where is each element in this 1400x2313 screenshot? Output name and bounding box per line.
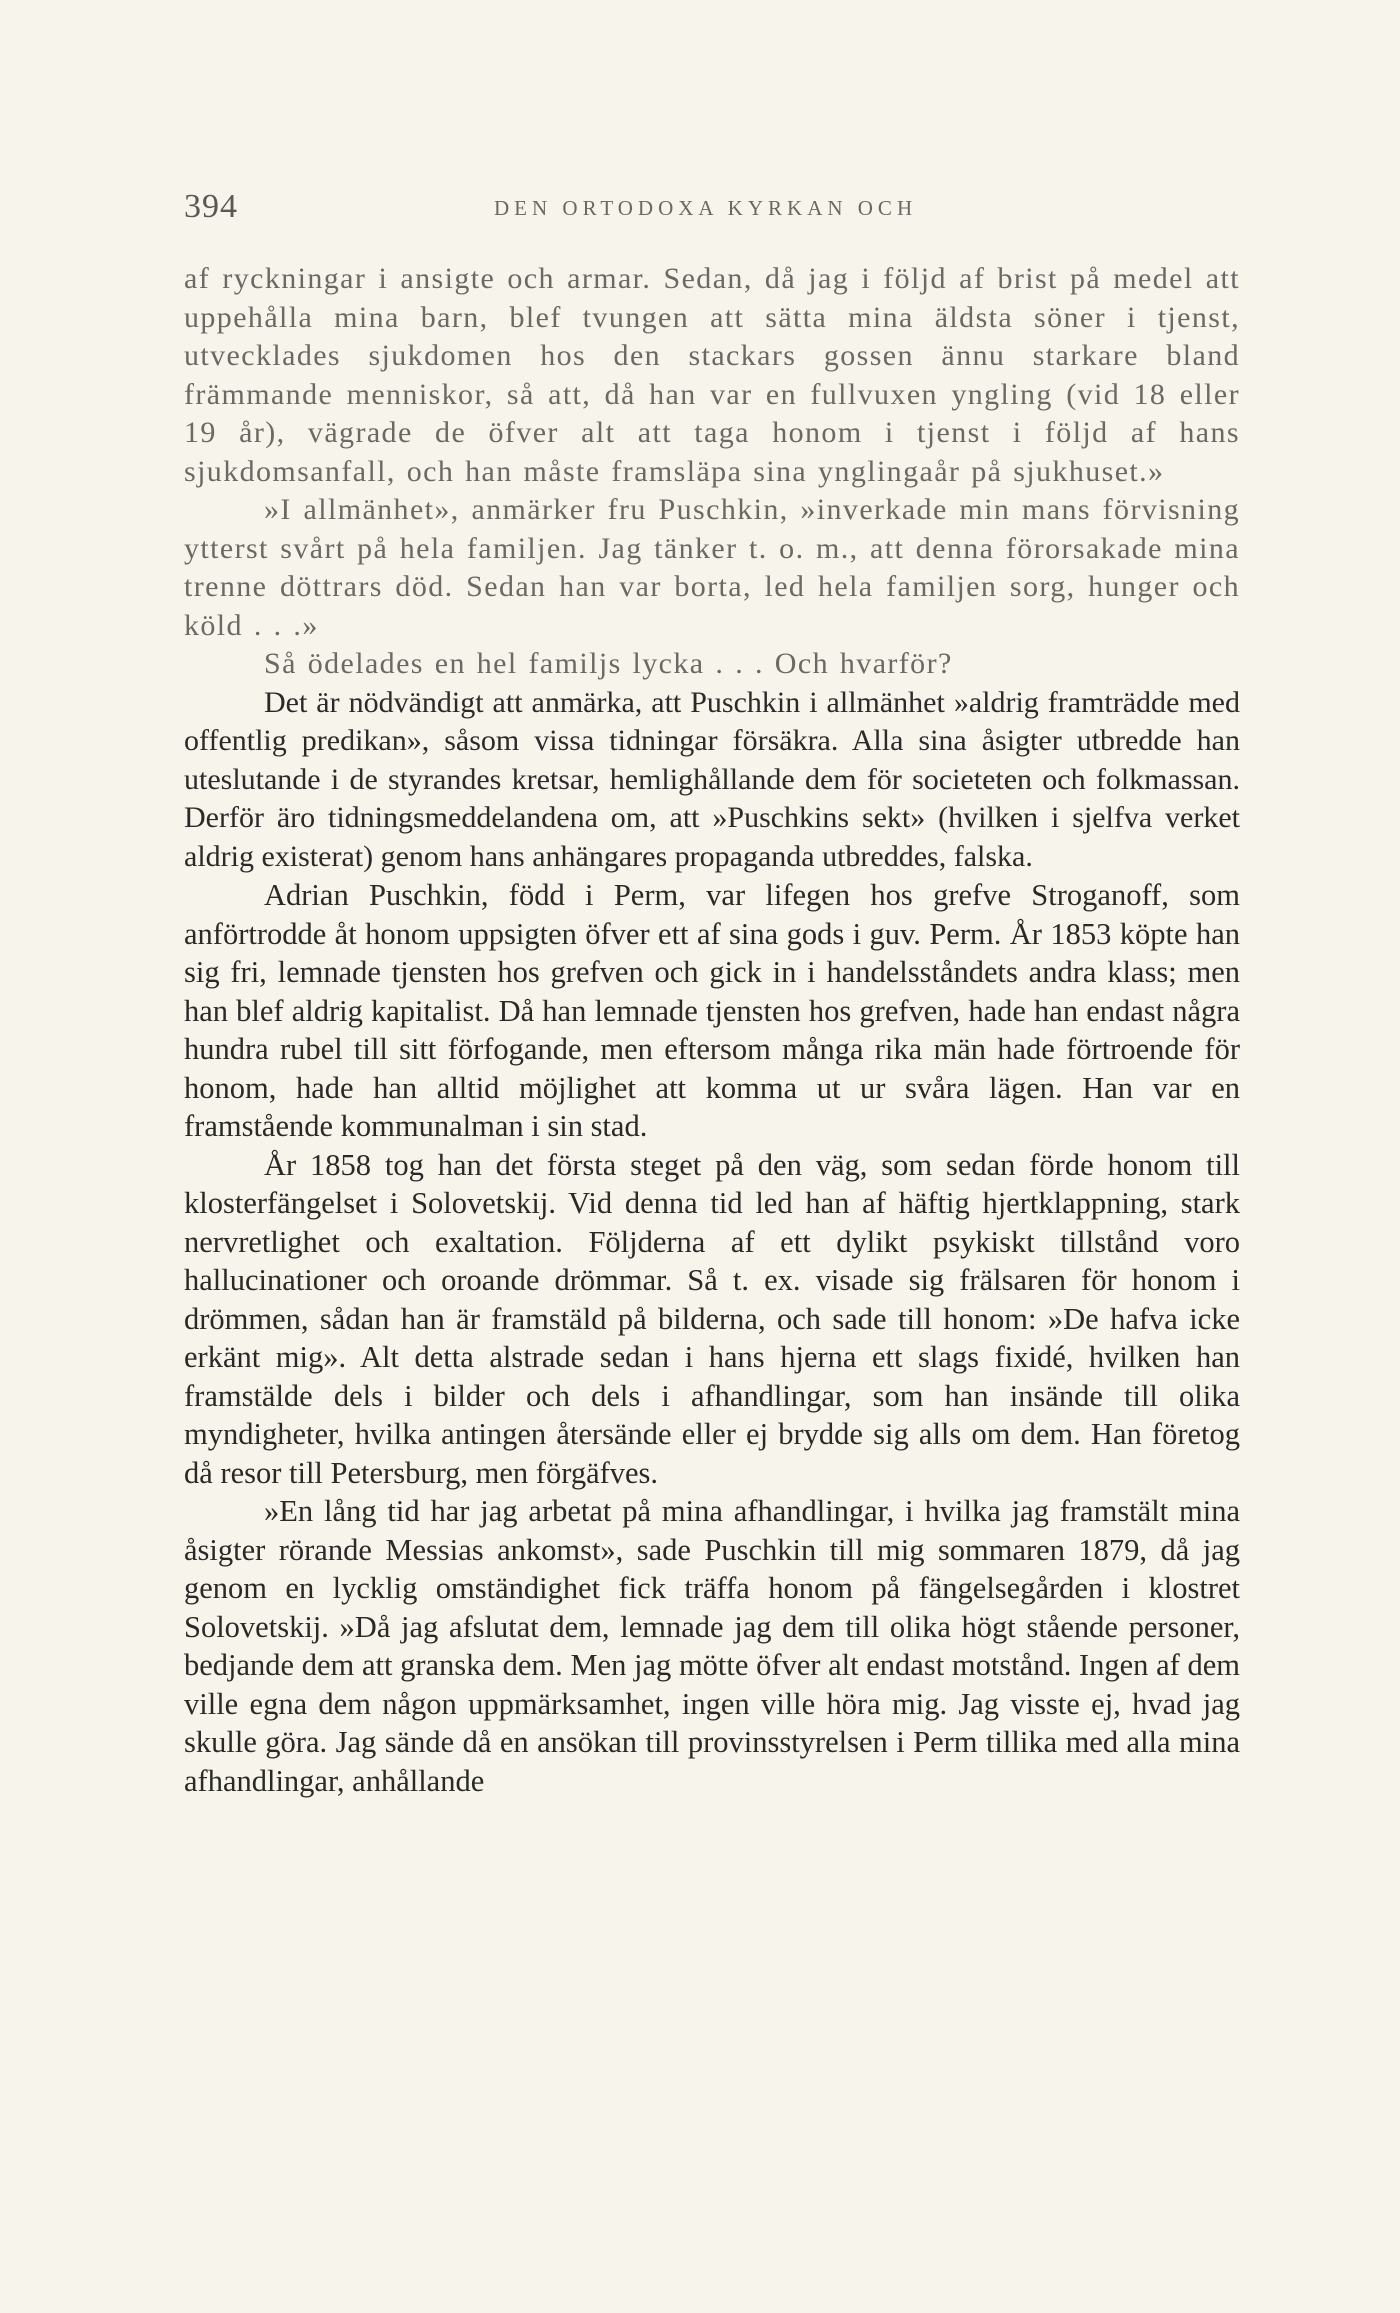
page-number: 394 — [184, 188, 238, 225]
paragraph-1: af ryckningar i ansigte och armar. Sedan, då jag i följd af brist på medel att uppehålla mina barn, blef tvungen att sätta mina äldsta söner i tjenst, utvecklades sjukdomen hos den stackars gossen ännu starkare bland främmande menniskor, så att, då han var en fullvuxen yngling (vid 18 eller 19 år), vägrade de öfver alt att taga honom i tjenst i följd af hans sjukdomsanfall, och han måste framsläpa sina ynglingaår på sjukhuset.» — [184, 262, 1240, 488]
paragraph-5: Adrian Puschkin, född i Perm, var lifegen hos grefve Stroganoff, som anförtrodde åt honom uppsigten öfver ett af sina gods i guv. Perm. År 1853 köpte han sig fri, lemnade tjensten hos grefven och gick in i handelsståndets andra klass; men han blef aldrig kapitalist. Då han lemnade tjensten hos grefven, hade han endast några hundra rubel till sitt förfogande, men eftersom många rika män hade förtroende för honom, hade han alltid möjlighet att komma ut ur svåra lägen. Han var en framstående kommunalman i sin stad. — [184, 878, 1240, 1143]
body-text — [184, 260, 1240, 1800]
running-title: DEN ORTODOXA KYRKAN OCH — [494, 196, 918, 220]
paragraph-7: »En lång tid har jag arbetat på mina afhandlingar, i hvilka jag framstält mina åsigter rörande Messias ankomst», sade Puschkin till mig sommaren 1879, då jag genom en lycklig omständighet fick träffa honom på fängelsegården i klostret Solovetskij. »Då jag afslutat dem, lemnade jag dem till olika högt stående personer, bedjande dem att granska dem. Men jag mötte öfver alt endast motstånd. Ingen af dem ville egna dem någon uppmärksamhet, ingen ville höra mig. Jag visste ej, hvad jag skulle göra. Jag sände då en ansökan till provinsstyrelsen i Perm tillika med alla mina afhandlingar, anhållande — [184, 1494, 1240, 1798]
paragraph-2: »I allmänhet», anmärker fru Puschkin, »inverkade min mans förvisning ytterst svårt på hela familjen. Jag tänker t. o. m., att denna förorsakade mina trenne döttrars död. Sedan han var borta, led hela familjen sorg, hunger och köld . . .» — [184, 493, 1240, 642]
paragraph-6: År 1858 tog han det första steget på den väg, som sedan förde honom till klosterfängelset i Solovetskij. Vid denna tid led han af häftig hjertklappning, stark nervretlighet och exaltation. Följderna af ett dylikt psykiskt tillstånd voro hallucinationer och oroande drömmar. Så t. ex. visade sig frälsaren för honom i drömmen, sådan han är framstäld på bilderna, och sade till honom: »De hafva icke erkänt mig». Alt detta alstrade sedan i hans hjerna ett slags fixidé, hvilken han framstälde dels i bilder och dels i afhandlingar, som han insände till olika myndigheter, hvilka antingen återsände eller ej brydde sig alls om dem. Han företog då resor till Petersburg, men förgäfves. — [184, 1147, 1240, 1490]
page-header — [184, 188, 1240, 228]
paragraph-3: Så ödelades en hel familjs lycka . . . Och hvarför? — [264, 647, 953, 680]
paragraph-4: Det är nödvändigt att anmärka, att Puschkin i allmänhet »aldrig framträdde med offentlig predikan», såsom vissa tidningar försäkra. Alla sina åsigter utbredde han uteslutande i de styrandes kretsar, hemlighållande dem för societeten och folkmassan. Derför äro tidningsmeddelandena om, att »Puschkins sekt» (hvilken i sjelfva verket aldrig existerat) genom hans anhängares propaganda utbreddes, falska. — [184, 685, 1240, 873]
